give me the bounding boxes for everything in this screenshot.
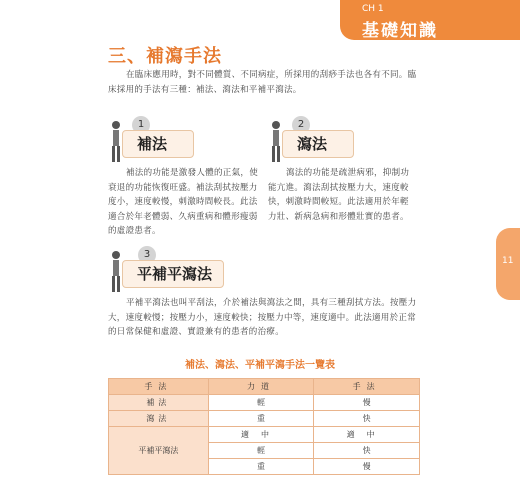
page-heading: 三、補瀉手法 (108, 46, 222, 67)
section-title: 補法 (122, 130, 194, 158)
section-line: 度小，速度較慢，刺激時間較長。此法 (108, 197, 258, 207)
section-number: 3 (138, 246, 156, 264)
cell-speed: 適中 (314, 427, 420, 443)
section-line: 的日常保健和虛證、實證兼有的患者的治療。 (108, 327, 285, 337)
section-text-tonify (108, 166, 258, 239)
section-text-reduce (268, 166, 418, 224)
row-name: 瀉法 (109, 411, 209, 427)
row-name: 補法 (109, 395, 209, 411)
cell-speed: 慢 (314, 395, 420, 411)
chapter-tab (340, 0, 520, 40)
section-line: 瀉法的功能是疏泄病邪，抑制功 (286, 168, 410, 178)
column-header: 手法 (314, 379, 420, 395)
intro-paragraph (108, 68, 418, 97)
section-line: 大，速度較慢；按壓力小，速度較快；按壓力中等，速度適中。此法適用於正常 (108, 312, 417, 323)
cell-force: 輕 (208, 395, 314, 411)
section-line: 能亢進。瀉法刮拭按壓力大，速度較 (268, 182, 409, 193)
column-header: 手法 (109, 379, 209, 395)
table-row (109, 395, 420, 411)
row-name: 平補平瀉法 (109, 427, 209, 475)
table-row (109, 427, 420, 443)
page-number-tab (496, 228, 520, 300)
section-line: 衰退的功能恢復旺盛。補法刮拭按壓力 (108, 182, 258, 193)
cell-speed: 快 (314, 411, 420, 427)
chapter-label: CH 1 (362, 4, 384, 14)
table-row (109, 411, 420, 427)
section-line: 適合於年老體弱、久病重病和體形瘦弱 (108, 211, 258, 222)
cell-speed: 快 (314, 443, 420, 459)
section-line: 快，刺激時間較短。此法適用於年輕 (268, 197, 409, 207)
column-header: 力道 (208, 379, 314, 395)
section-number: 1 (132, 116, 150, 134)
section-line: 力壯、新病急病和形體壯實的患者。 (268, 211, 409, 222)
section-line: 平補平瀉法也叫平刮法，介於補法與瀉法之間，具有三種刮拭方法。按壓力 (126, 298, 417, 308)
chapter-title: 基礎知識 (362, 21, 438, 41)
table-title: 補法、瀉法、平補平瀉手法一覽表 (185, 360, 335, 371)
section-title: 瀉法 (282, 130, 354, 158)
cell-speed: 慢 (314, 459, 420, 475)
comparison-table (108, 378, 420, 475)
intro-line: 床採用的手法有三種：補法、瀉法和平補平瀉法。 (108, 84, 302, 95)
cell-force: 重 (208, 459, 314, 475)
page-number: 11 (502, 256, 514, 266)
section-line: 的虛證患者。 (108, 226, 161, 236)
section-text-balanced (108, 296, 420, 340)
section-title: 平補平瀉法 (122, 260, 224, 288)
section-number: 2 (292, 116, 310, 134)
cell-force: 重 (208, 411, 314, 427)
table-header-row (109, 379, 420, 395)
cell-force: 適中 (208, 427, 314, 443)
cell-force: 輕 (208, 443, 314, 459)
section-line: 補法的功能是激發人體的正氣，使 (126, 168, 259, 178)
intro-line: 在臨床應用時，對不同體質、不同病症，所採用的刮痧手法也各有不同。臨 (126, 70, 417, 80)
